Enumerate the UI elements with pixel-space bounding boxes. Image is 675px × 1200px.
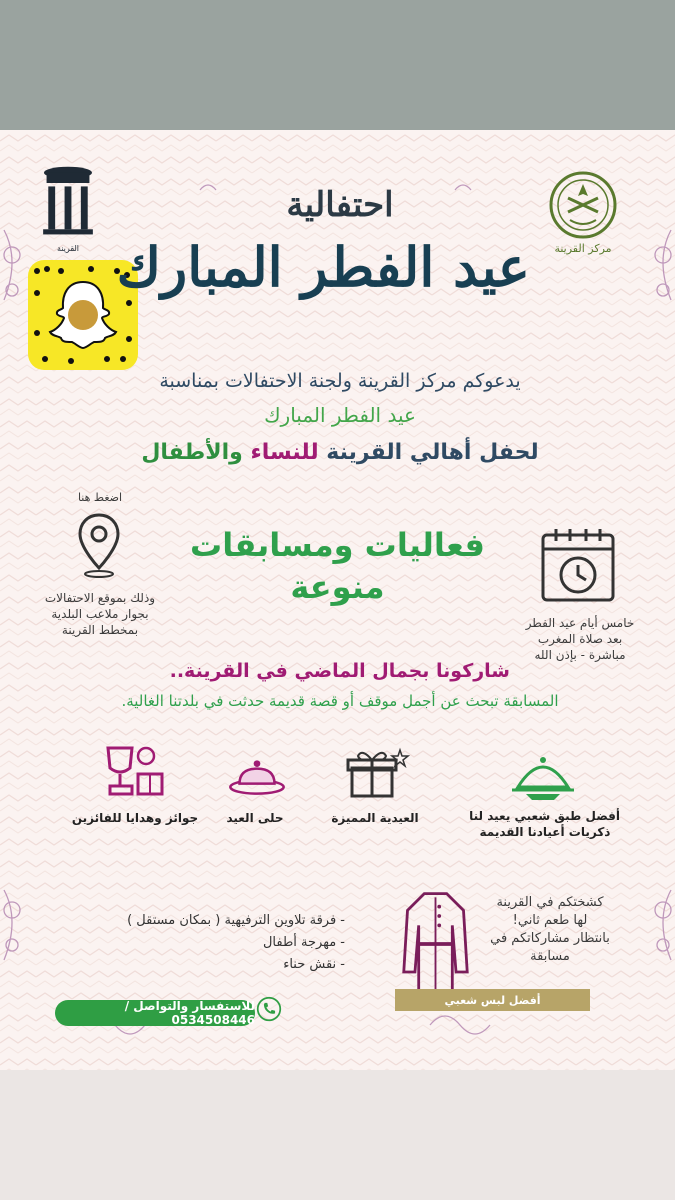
costume-line-2: لها طعم ثاني! [512, 913, 588, 928]
bottom-area [0, 1070, 675, 1200]
events-line-1: فعاليات ومسابقات [190, 526, 485, 564]
costume-tag: أفضل لبس شعبي [395, 989, 590, 1011]
schedule-line-1: خامس أيام عيد الفطر [525, 616, 635, 630]
schedule-line-2: بعد صلاة المغرب [537, 632, 623, 646]
activity-3: - نقش حناء [283, 957, 345, 972]
calendar-clock-icon [538, 525, 618, 605]
location-line-2: بجوار ملاعب البلدية [51, 607, 149, 621]
costume-line-1: كشختكم في القرينة [496, 895, 604, 910]
poster [0, 130, 675, 1070]
feature-4-label: جوائز وهدايا للفائزين [71, 811, 199, 825]
feature-3-label: حلى العيد [226, 811, 284, 825]
map-pin-icon[interactable] [74, 510, 124, 580]
invite-line-3 [80, 440, 600, 465]
location-line-1: وذلك بموقع الاحتفالات [44, 591, 156, 605]
feature-1-line-2: ذكريات أعيادنا القديمة [479, 825, 611, 839]
dessert-plate-icon [222, 752, 292, 802]
serving-dish-icon [508, 742, 578, 802]
activity-2: - مهرجة أطفال [262, 935, 345, 950]
feature-1-line-1: أفضل طبق شعبي يعيد لنا [469, 809, 620, 823]
costume-line-4: مسابقة [530, 949, 570, 964]
feature-2-label: العيدية المميزة [331, 811, 419, 825]
events-line-2: منوعة [290, 568, 385, 606]
gift-box-icon [342, 740, 412, 800]
costume-line-3: بانتظار مشاركاتكم في [490, 931, 610, 946]
location-line-3: بمخطط القرينة [61, 623, 139, 637]
top-gray-bar [0, 0, 675, 130]
contact-pill[interactable]: للاستفسار والتواصل / 0534508446 [55, 1000, 255, 1026]
right-logo-caption: مركز القرينة [554, 242, 612, 255]
title-big: عيد الفطر المبارك [116, 235, 530, 299]
share-subtitle: المسابقة تبحث عن أجمل موقف أو قصة قديمة حدثت في بلدتنا الغالية. [121, 692, 559, 710]
left-logo-caption: القرينة [56, 244, 80, 253]
traditional-dress-icon [398, 888, 473, 1000]
activity-1: - فرقة تلاوين الترفيهية ( بمكان مستقل ) [127, 913, 345, 928]
phone-icon[interactable] [256, 996, 282, 1022]
share-title: شاركونا بجمال الماضي في القرينة.. [169, 660, 510, 682]
invite-line-2: عيد الفطر المبارك [264, 403, 416, 427]
press-here-label[interactable]: اضغط هنا [77, 491, 123, 504]
title-small: احتفالية [286, 185, 394, 225]
tower-logo-icon [38, 160, 98, 242]
schedule-line-3: مباشرة - بإذن الله [534, 648, 626, 662]
invite-line-3-children: والأطفال [141, 440, 243, 465]
invite-line-3-a: لحفل أهالي القرينة [326, 440, 539, 465]
invite-line-1: يدعوكم مركز القرينة ولجنة الاحتفالات بمناسبة [159, 370, 521, 392]
trophy-gifts-icon [98, 740, 168, 800]
ministry-emblem-icon [548, 170, 618, 240]
invite-line-3-women: للنساء [250, 440, 319, 465]
